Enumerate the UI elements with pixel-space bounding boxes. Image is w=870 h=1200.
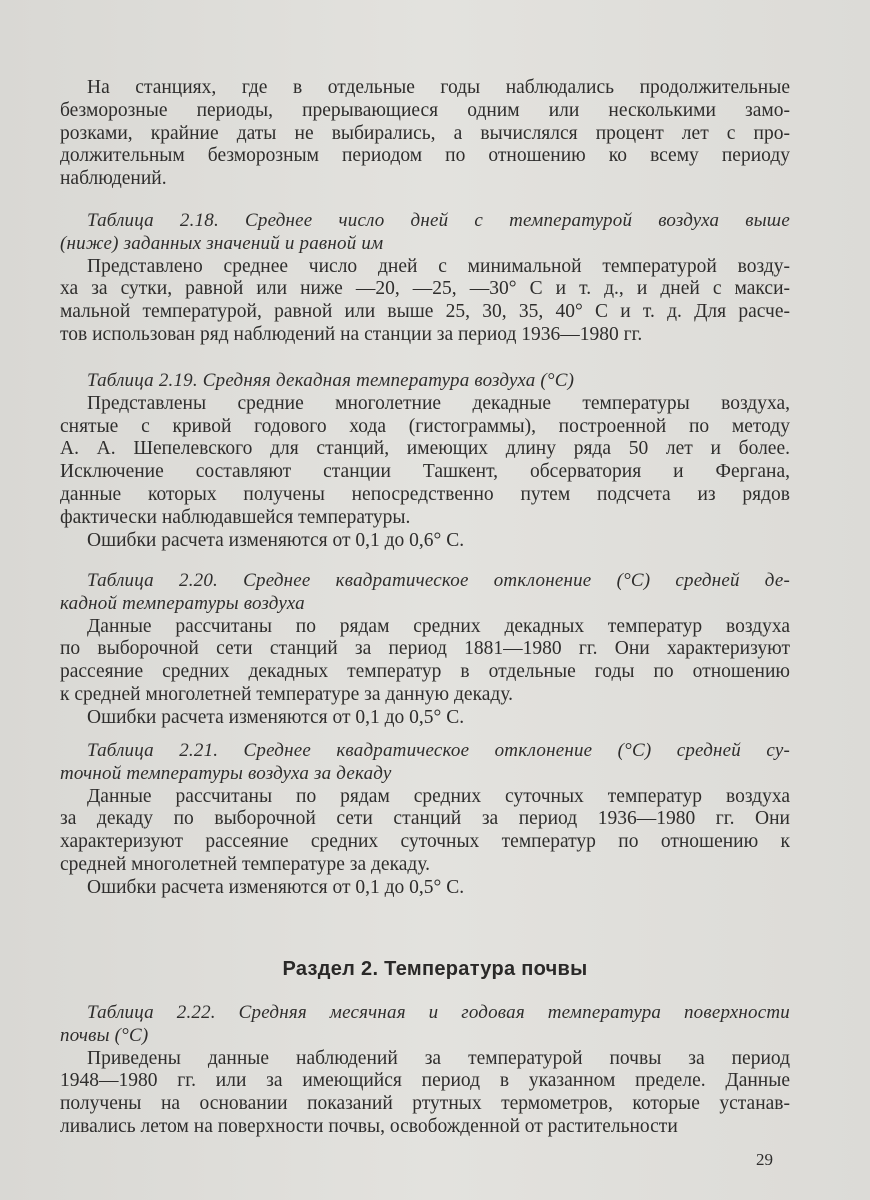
intro-paragraph (60, 77, 790, 191)
body-text-line: Ошибки расчета изменяются от 0,1 до 0,5° С. (87, 876, 465, 898)
body-text-line: А. А. Шепелевского для станций, имеющих длину ряда 50 лет и более. (60, 438, 790, 460)
body-text-line: к средней многолетней температуре за данную декаду. (60, 683, 513, 705)
body-text-line: безморозные периоды, прерывающиеся одним или несколькими замо- (60, 99, 790, 121)
page-number: 29 (756, 1150, 773, 1169)
table-2-18-description (60, 210, 790, 347)
table-heading-line: точной температуры воздуха за декаду (60, 762, 392, 784)
table-heading-line: кадной температуры воздуха (60, 592, 305, 614)
table-heading-line: (ниже) заданных значений и равной им (60, 232, 384, 254)
body-text-line: Представлены средние многолетние декадные температуры воздуха, (87, 392, 790, 414)
table-heading-line: Таблица 2.19. Средняя декадная температура воздуха (°С) (87, 370, 575, 391)
body-text-line: должительным безморозным периодом по отношению ко всему периоду (60, 145, 790, 167)
body-text-line: по выборочной сети станций за период 1881—1980 гг. Они характеризуют (60, 638, 790, 660)
body-text-line: Приведены данные наблюдений за температурой почвы за период (87, 1047, 790, 1069)
table-heading-line: Таблица 2.18. Среднее число дней с температурой воздуха выше (87, 210, 790, 231)
body-text-line: получены на основании показаний ртутных термометров, которые устанав- (60, 1093, 790, 1115)
table-2-20-description (60, 570, 790, 730)
body-text-line: тов использован ряд наблюдений на станции за период 1936—1980 гг. (60, 323, 643, 345)
body-text-line: Исключение составляют станции Ташкент, обсерватория и Фергана, (60, 461, 790, 483)
body-text-line: 1948—1980 гг. или за имеющийся период в указанном пределе. Данные (60, 1070, 790, 1092)
table-heading-line: Таблица 2.22. Средняя месячная и годовая температура поверхности (87, 1002, 790, 1023)
body-text-line: Ошибки расчета изменяются от 0,1 до 0,5° С. (87, 706, 465, 728)
body-text-line: Ошибки расчета изменяются от 0,1 до 0,6° С. (87, 529, 465, 551)
body-text-line: мальной температурой, равной или выше 25, 30, 35, 40° С и т. д. Для расче- (60, 301, 790, 323)
table-2-22-description (60, 1002, 790, 1139)
body-text-line: средней многолетней температуре за декаду. (60, 853, 431, 875)
body-text-line: наблюдений. (60, 168, 167, 190)
body-text-line: ливались летом на поверхности почвы, освобожденной от растительности (60, 1115, 678, 1137)
body-text-line: ха за сутки, равной или ниже —20, —25, —30° С и т. д., и дней с макси- (60, 278, 790, 300)
body-text-line: снятые с кривой годового хода (гистограммы), построенной по методу (60, 415, 790, 437)
body-text-line: На станциях, где в отдельные годы наблюдались продолжительные (87, 77, 790, 98)
table-heading-line: Таблица 2.21. Среднее квадратическое отклонение (°С) средней су- (87, 740, 790, 761)
section-heading: Раздел 2. Температура почвы (282, 958, 588, 980)
body-text-line: фактически наблюдавшейся температуры. (60, 506, 411, 528)
body-text-line: рассеяние средних декадных температур в отдельные годы по отношению (60, 661, 790, 683)
table-heading-line: почвы (°С) (60, 1024, 149, 1046)
body-text-line: розками, крайние даты не выбирались, а вычислялся процент лет с про- (60, 122, 790, 144)
table-2-19-description (60, 370, 790, 552)
table-2-21-description (60, 740, 790, 900)
table-heading-line: Таблица 2.20. Среднее квадратическое отклонение (°С) средней де- (87, 570, 790, 591)
body-text-line: Данные рассчитаны по рядам средних суточных температур воздуха (87, 785, 790, 807)
body-text-line: Представлено среднее число дней с минимальной температурой возду- (87, 255, 790, 277)
body-text-line: данные которых получены непосредственно путем подсчета из рядов (60, 483, 790, 505)
body-text-line: Данные рассчитаны по рядам средних декадных температур воздуха (87, 615, 790, 637)
body-text-line: за декаду по выборочной сети станций за период 1936—1980 гг. Они (60, 808, 790, 830)
body-text-line: характеризуют рассеяние средних суточных температур по отношению к (60, 831, 790, 853)
